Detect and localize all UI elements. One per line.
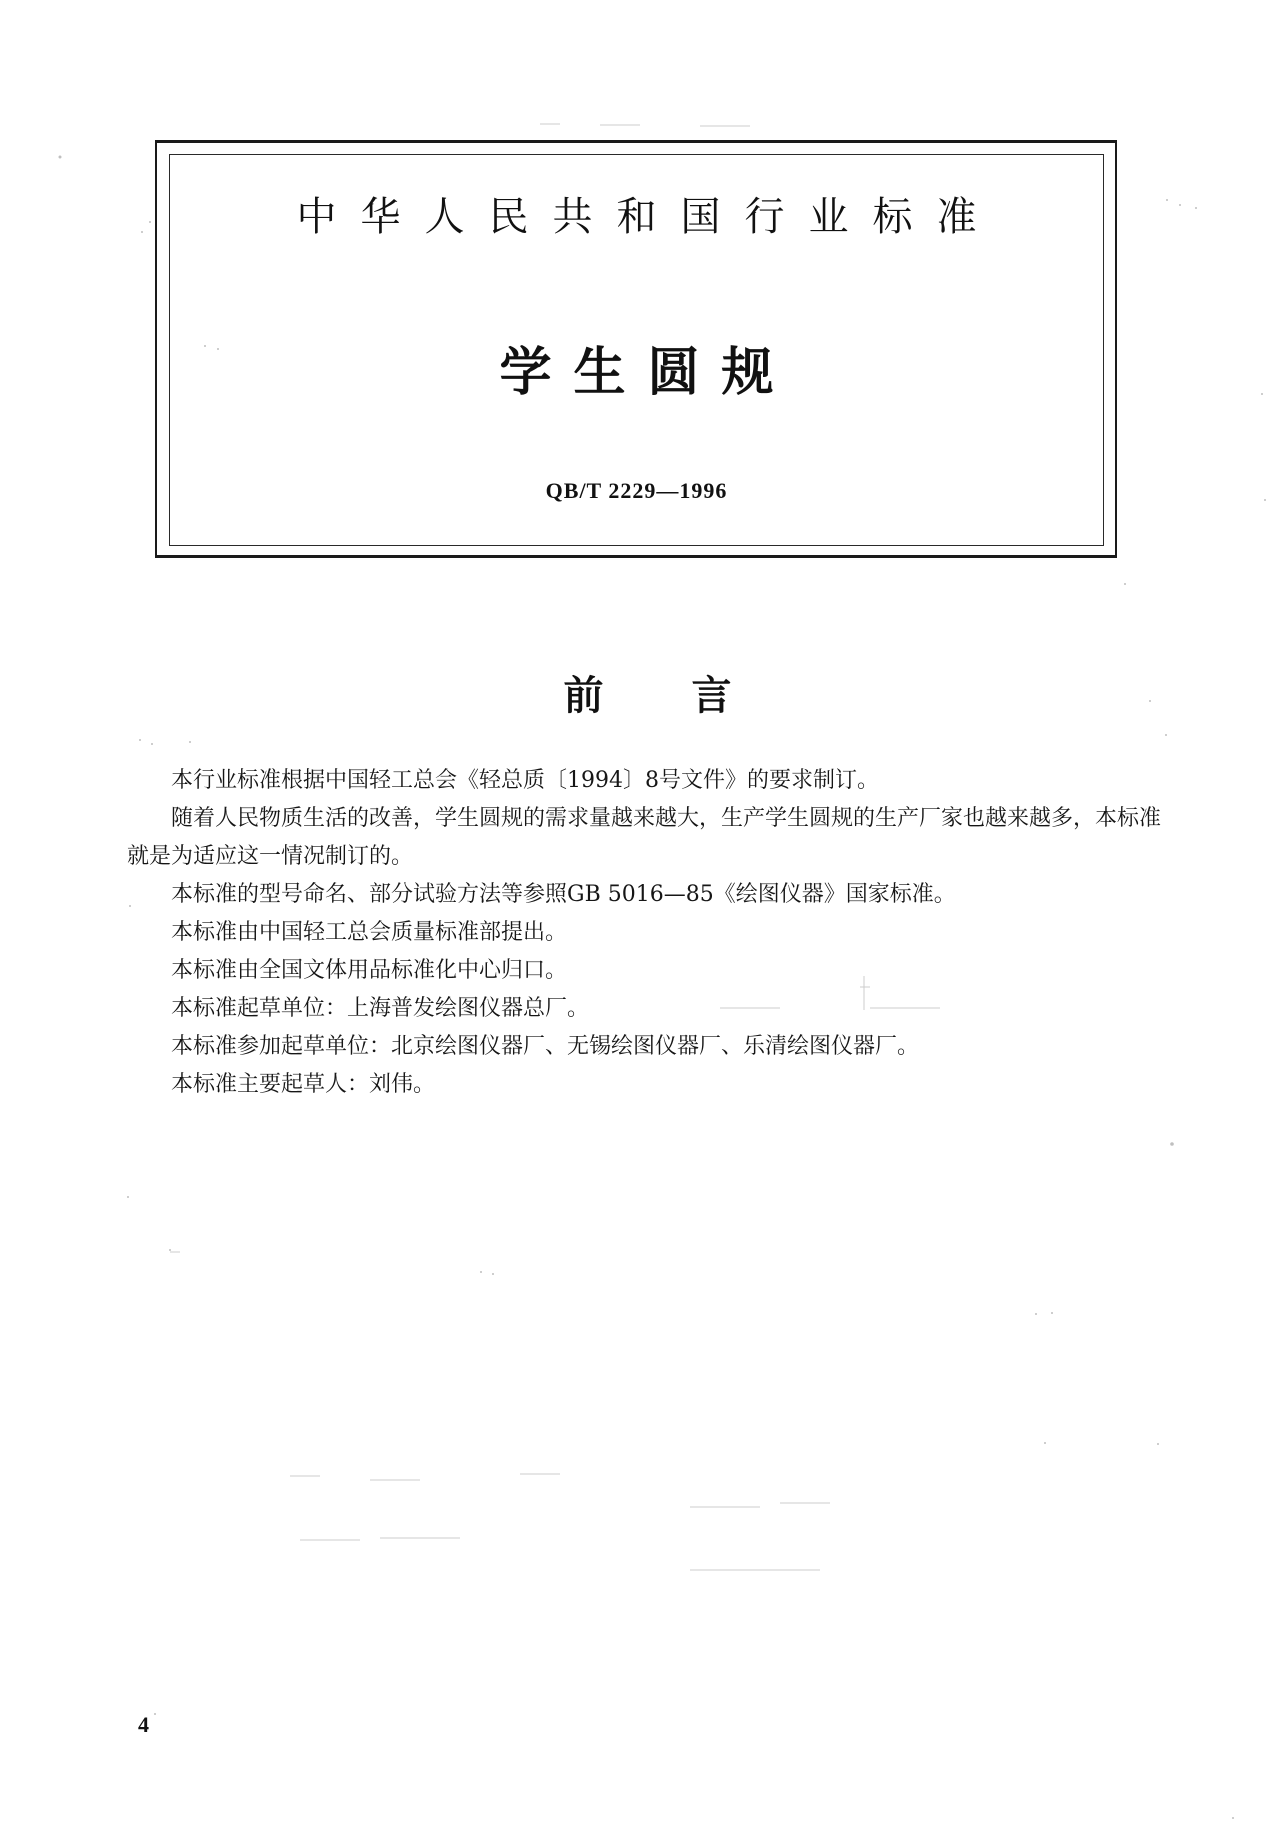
foreword-paragraph: 本标准起草单位：上海普发绘图仪器总厂。: [171, 996, 590, 1021]
foreword-paragraph: 本标准参加起草单位：北京绘图仪器厂、无锡绘图仪器厂、乐清绘图仪器厂。: [171, 1034, 920, 1059]
foreword-paragraph: 本标准由全国文体用品标准化中心归口。: [171, 958, 568, 983]
foreword-paragraph: 本标准的型号命名、部分试验方法等参照GB 5016—85《绘图仪器》国家标准。: [171, 882, 956, 907]
foreword-heading: 前言: [563, 673, 820, 719]
standard-category-heading: 中华人民共和国行业标准: [296, 194, 1001, 240]
standard-number: QB/T 2229—1996: [545, 478, 728, 503]
foreword-paragraph: 本标准由中国轻工总会质量标准部提出。: [171, 920, 568, 945]
document-title: 学生圆规: [499, 343, 796, 403]
page-number: 4: [138, 1712, 149, 1737]
foreword-paragraph: 随着人民物质生活的改善，学生圆规的需求量越来越大，生产学生圆规的生产厂家也越来越多，本标准就是为适应这一情况制订的。: [127, 806, 1162, 869]
foreword-paragraph: 本行业标准根据中国轻工总会《轻总质〔1994〕8号文件》的要求制订。: [171, 768, 879, 793]
foreword-paragraph: 本标准主要起草人：刘伟。: [171, 1072, 436, 1097]
foreword-body: [127, 762, 1167, 1104]
